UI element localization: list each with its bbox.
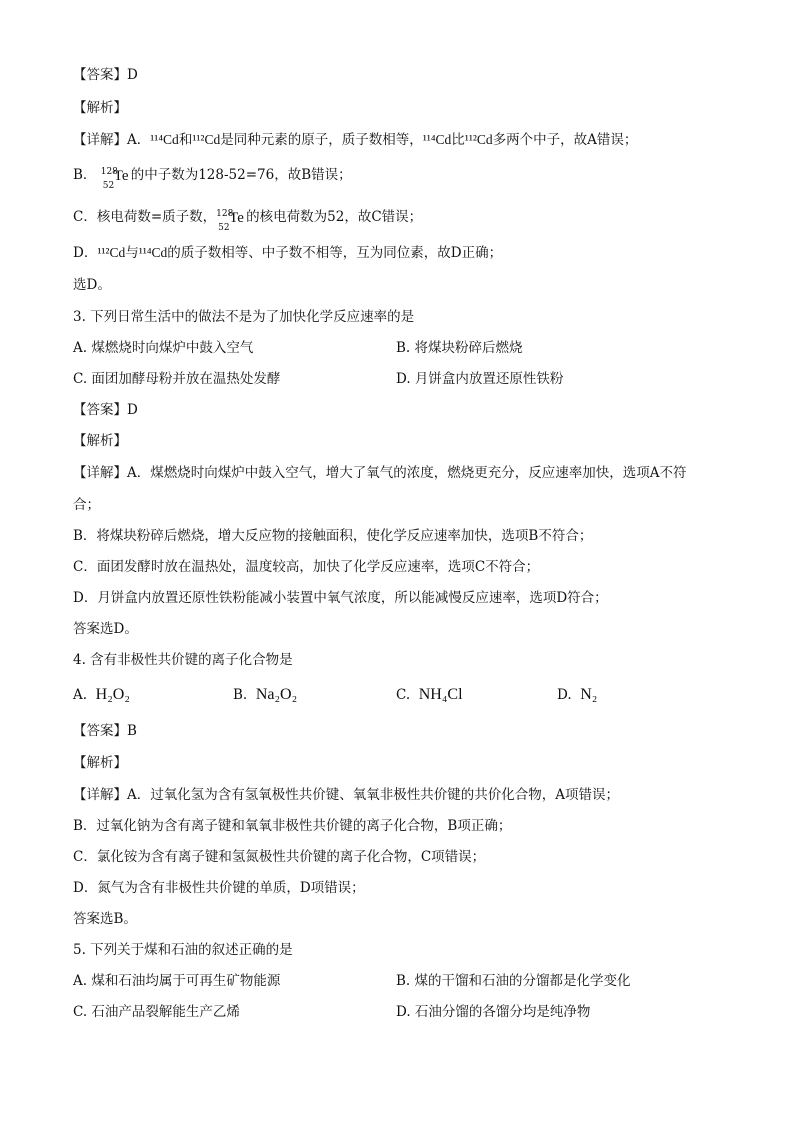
- q3-stem: 3. 下列日常生活中的做法不是为了加快化学反应速率的是: [73, 309, 415, 325]
- q4-detail-d: D．氮气为含有非极性共价键的单质，D项错误；: [73, 880, 365, 896]
- q2-conclusion: 选D。: [73, 277, 111, 293]
- q5-option-b: B. 煤的干馏和石油的分馏都是化学变化: [396, 973, 631, 989]
- q4-option-d: D. N₂: [557, 686, 598, 703]
- q4-analysis-heading: 【解析】: [73, 755, 127, 771]
- q2-answer: 【答案】D: [73, 67, 138, 83]
- q2-analysis-heading: 【解析】: [73, 100, 127, 116]
- q4-answer: 【答案】B: [73, 723, 137, 739]
- q3-option-b: B. 将煤块粉碎后燃烧: [396, 340, 523, 356]
- q3-detail-a: 【详解】A．煤燃烧时向煤炉中鼓入空气，增大了氧气的浓度，燃烧更充分，反应速率加快，选项A不符: [73, 465, 687, 481]
- q3-option-c: C. 面团加酵母粉并放在温热处发酵: [73, 371, 281, 387]
- te-nuclide: 128 52 Te: [216, 208, 244, 233]
- q3-detail-b: B．将煤块粉碎后燃烧，增大反应物的接触面积，使化学反应速率加快，选项B不符合；: [73, 528, 593, 544]
- q3-answer: 【答案】D: [73, 402, 138, 418]
- q4-option-c: C. NH₄Cl: [396, 686, 463, 703]
- q4-option-a: A. H₂O₂: [73, 686, 130, 703]
- q5-option-c: C. 石油产品裂解能生产乙烯: [73, 1004, 240, 1020]
- q5-option-a: A. 煤和石油均属于可再生矿物能源: [73, 973, 281, 989]
- q3-option-d: D. 月饼盒内放置还原性铁粉: [396, 371, 564, 387]
- q2-detail-d: D．¹¹²Cd与¹¹⁴Cd的质子数相等、中子数不相等，互为同位素，故D正确；: [73, 245, 503, 261]
- q4-option-b: B. Na₂O₂: [233, 686, 298, 703]
- te-nuclide: 128 52 Te: [100, 166, 129, 191]
- q3-detail-a-cont: 合；: [73, 497, 100, 513]
- q3-conclusion: 答案选D。: [73, 621, 138, 637]
- q5-stem: 5. 下列关于煤和石油的叙述正确的是: [73, 942, 293, 958]
- q3-analysis-heading: 【解析】: [73, 433, 127, 449]
- q2-detail-a: 【详解】A．¹¹⁴Cd和¹¹²Cd是同种元素的原子，质子数相等，¹¹⁴Cd比¹¹²Cd多两个中子，故A错误；: [73, 132, 638, 148]
- q4-detail-a: 【详解】A．过氧化氢为含有氢氧极性共价键、氧氧非极性共价键的共价化合物，A项错误；: [73, 787, 619, 803]
- q2-detail-c: C．核电荷数=质子数， 128 52 Te 的核电荷数为52，故C错误；: [73, 208, 423, 233]
- q4-stem: 4. 含有非极性共价键的离子化合物是: [73, 652, 293, 668]
- q4-detail-b: B．过氧化钠为含有离子键和氧氧非极性共价键的离子化合物，B项正确；: [73, 818, 512, 834]
- q4-conclusion: 答案选B。: [73, 911, 137, 927]
- q2-detail-b: B． 128 52 Te 的中子数为128-52=76，故B错误；: [73, 166, 352, 191]
- q4-detail-c: C．氯化铵为含有离子键和氢氮极性共价键的离子化合物，C项错误；: [73, 849, 486, 865]
- q5-option-d: D. 石油分馏的各馏分均是纯净物: [396, 1004, 591, 1020]
- q3-detail-c: C．面团发酵时放在温热处，温度较高，加快了化学反应速率，选项C不符合；: [73, 559, 540, 575]
- q3-detail-d: D．月饼盒内放置还原性铁粉能减小装置中氧气浓度，所以能减慢反应速率，选项D符合；: [73, 590, 608, 606]
- q3-option-a: A. 煤燃烧时向煤炉中鼓入空气: [73, 340, 254, 356]
